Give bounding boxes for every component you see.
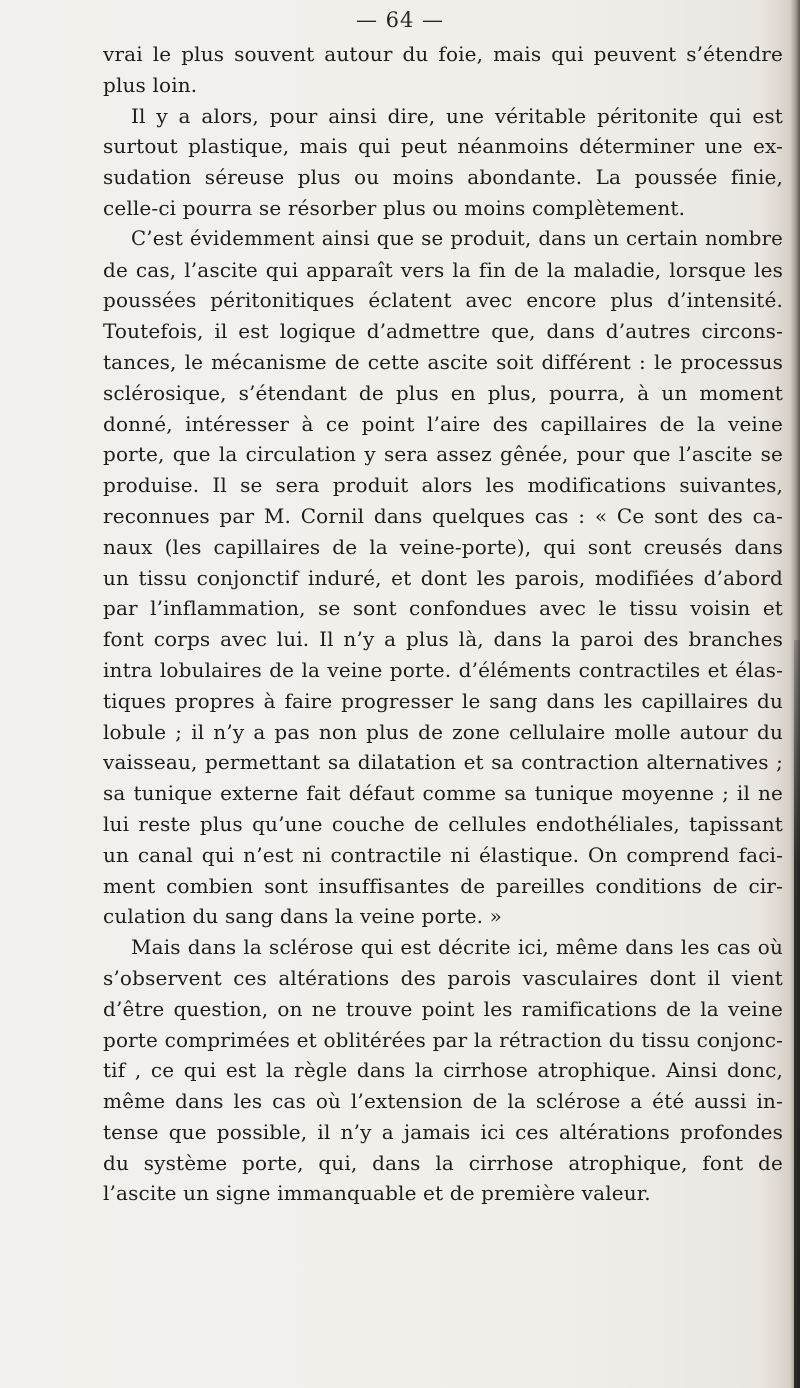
text-line: par l’inflammation, se sont confondues avec le tissu voisin et bbox=[103, 596, 783, 621]
text-line: font corps avec lui. Il n’y a plus là, dans la paroi des branches bbox=[103, 627, 783, 652]
text-line: naux (les capillaires de la veine-porte), qui sont creusés dans bbox=[103, 534, 783, 559]
text-line: de cas, l’ascite qui apparaît vers la fin de la maladie, lorsque les bbox=[103, 257, 783, 282]
text-line: culation du sang dans la veine porte. » bbox=[103, 904, 502, 929]
text-line: du système porte, qui, dans la cirrhose atrophique, font de bbox=[103, 1150, 783, 1175]
text-line: vaisseau, permettant sa dilatation et sa contraction alternatives ; bbox=[103, 750, 783, 775]
text-line: reconnues par M. Cornil dans quelques cas : « Ce sont des ca- bbox=[103, 503, 783, 528]
text-line: Mais dans la sclérose qui est décrite ici, même dans les cas où bbox=[131, 935, 783, 960]
text-line: tense que possible, il n’y a jamais ici ces altérations profondes bbox=[103, 1119, 783, 1144]
text-line: plus loin. bbox=[103, 72, 198, 97]
page-edge-dark bbox=[794, 640, 800, 1388]
text-line: s’observent ces altérations des parois vasculaires dont il vient bbox=[103, 965, 783, 990]
page-number: — 64 — bbox=[355, 8, 445, 32]
text-line: C’est évidemment ainsi que se produit, dans un certain nombre bbox=[131, 226, 783, 250]
text-line: lobule ; il n’y a pas non plus de zone cellulaire molle autour du bbox=[103, 719, 783, 744]
body-text bbox=[103, 39, 783, 1209]
text-line: celle-ci pourra se résorber plus ou moins complètement. bbox=[103, 195, 686, 220]
text-line: ment combien sont insuffisantes de pareilles conditions de cir- bbox=[103, 873, 783, 898]
text-line: Il y a alors, pour ainsi dire, une véritable péritonite qui est bbox=[131, 103, 783, 128]
text-line: tances, le mécanisme de cette ascite soit différent : le processus bbox=[103, 349, 783, 374]
text-line: même dans les cas où l’extension de la sclérose a été aussi in- bbox=[103, 1089, 783, 1114]
text-line: tif , ce qui est la règle dans la cirrhose atrophique. Ainsi donc, bbox=[103, 1058, 783, 1083]
text-line: un tissu conjonctif induré, et dont les parois, modifiées d’abord bbox=[103, 565, 783, 590]
text-line: produise. Il se sera produit alors les modifications suivantes, bbox=[103, 473, 783, 498]
text-line: porte comprimées et oblitérées par la rétraction du tissu conjonc- bbox=[103, 1027, 783, 1052]
text-line: sudation séreuse plus ou moins abondante. La poussée finie, bbox=[103, 165, 783, 190]
text-line: porte, que la circulation y sera assez gênée, pour que l’ascite se bbox=[103, 442, 783, 467]
text-line: lui reste plus qu’une couche de cellules endothéliales, tapissant bbox=[103, 811, 783, 836]
text-line: donné, intéresser à ce point l’aire des capillaires de la veine bbox=[103, 411, 783, 436]
text-line: tiques propres à faire progresser le sang dans les capillaires du bbox=[103, 688, 783, 713]
text-line: sclérosique, s’étendant de plus en plus, pourra, à un moment bbox=[103, 380, 783, 405]
text-line: un canal qui n’est ni contractile ni élastique. On comprend faci- bbox=[103, 842, 783, 867]
text-line: intra lobulaires de la veine porte. d’éléments contractiles et élas- bbox=[103, 657, 783, 682]
text-line: vrai le plus souvent autour du foie, mais qui peuvent s’étendre bbox=[103, 42, 783, 66]
text-line: l’ascite un signe immanquable et de première valeur. bbox=[103, 1181, 651, 1206]
text-line: surtout plastique, mais qui peut néanmoins déterminer une ex- bbox=[103, 134, 783, 159]
text-line: d’être question, on ne trouve point les ramifications de la veine bbox=[103, 996, 783, 1021]
text-line: Toutefois, il est logique d’admettre que, dans d’autres circons- bbox=[103, 319, 783, 344]
text-line: poussées péritonitiques éclatent avec encore plus d’intensité. bbox=[103, 288, 783, 313]
text-line: sa tunique externe fait défaut comme sa tunique moyenne ; il ne bbox=[103, 781, 783, 806]
